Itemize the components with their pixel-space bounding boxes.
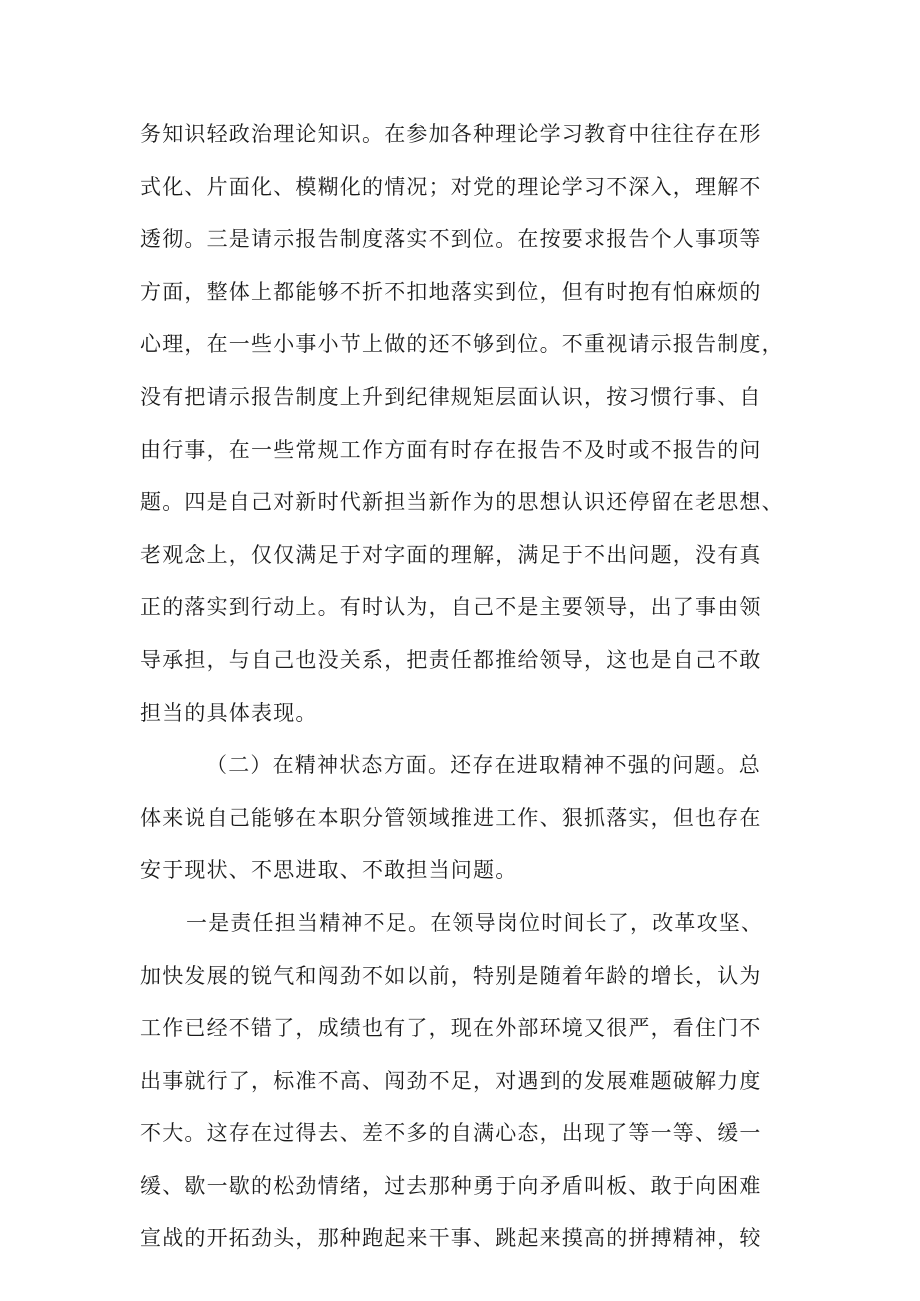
text-line: 宣战的开拓劲头，那种跑起来干事、跳起来摸高的拼搏精神，较 [140, 1226, 762, 1251]
text-line: 缓、歇一歇的松劲情绪，过去那种勇于向矛盾叫板、敢于向困难 [140, 1173, 762, 1198]
text-line: 透彻。三是请示报告制度落实不到位。在按要求报告个人事项等 [140, 227, 762, 252]
text-line: 担当的具体表现。 [140, 700, 318, 725]
text-line: 加快发展的锐气和闯劲不如以前，特别是随着年龄的增长，认为 [140, 963, 762, 988]
text-line: 由行事，在一些常规工作方面有时存在报告不及时或不报告的问 [140, 437, 762, 462]
paragraph-first-line: 一是责任担当精神不足。在领导岗位时间长了，改革攻坚、 [186, 910, 764, 935]
text-line: 务知识轻政治理论知识。在参加各种理论学习教育中往往存在形 [140, 122, 762, 146]
text-line: 题。四是自己对新时代新担当新作为的思想认识还停留在老思想、 [140, 490, 784, 515]
text-line: 安于现状、不思进取、不敢担当问题。 [140, 858, 518, 883]
text-line: 导承担，与自己也没关系，把责任都推给领导，这也是自己不敢 [140, 647, 762, 672]
text-line: 体来说自己能够在本职分管领域推进工作、狠抓落实，但也存在 [140, 805, 762, 830]
text-line: 工作已经不错了，成绩也有了，现在外部环境又很严，看住门不 [140, 1016, 762, 1041]
text-line: 方面，整体上都能够不折不扣地落实到位，但有时抱有怕麻烦的 [140, 279, 762, 304]
section-heading-line: （二）在精神状态方面。还存在进取精神不强的问题。总 [206, 753, 761, 778]
text-line: 出事就行了，标准不高、闯劲不足，对遇到的发展难题破解力度 [140, 1068, 762, 1093]
text-line: 式化、片面化、模糊化的情况；对党的理论学习不深入，理解不 [140, 174, 762, 199]
text-line: 老观念上，仅仅满足于对字面的理解，满足于不出问题，没有真 [140, 542, 762, 567]
document-body [140, 108, 800, 1265]
text-line: 心理，在一些小事小节上做的还不够到位。不重视请示报告制度， [140, 332, 784, 357]
text-line: 没有把请示报告制度上升到纪律规矩层面认识，按习惯行事、自 [140, 384, 762, 409]
text-line: 不大。这存在过得去、差不多的自满心态，出现了等一等、缓一 [140, 1121, 762, 1146]
text-line: 正的落实到行动上。有时认为，自己不是主要领导，出了事由领 [140, 595, 762, 620]
